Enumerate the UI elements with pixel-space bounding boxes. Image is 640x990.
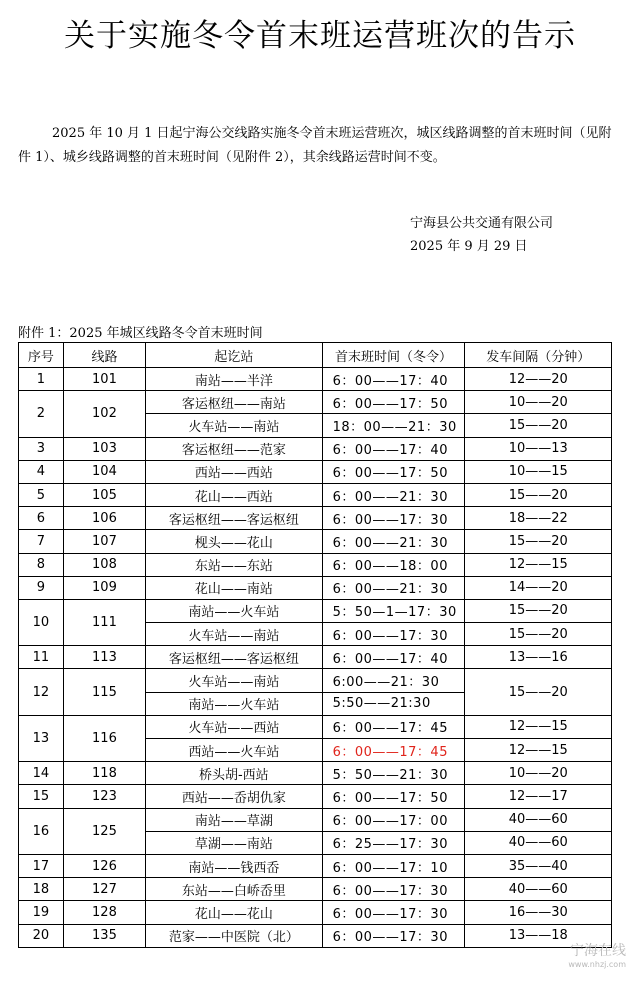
route-stations: 客运枢纽——范家 xyxy=(146,437,322,460)
route-stations: 南站——火车站 xyxy=(146,599,322,622)
route-stations: 火车站——南站 xyxy=(146,669,322,692)
route-number: 10 xyxy=(19,599,64,645)
issuer-name: 宁海县公共交通有限公司 xyxy=(410,216,554,231)
route-line: 103 xyxy=(63,437,145,460)
route-times: 6：25——17：30 xyxy=(322,831,465,854)
route-number: 2 xyxy=(19,391,64,437)
table-row xyxy=(19,576,612,599)
route-line: 115 xyxy=(63,669,145,715)
route-number: 9 xyxy=(19,576,64,599)
route-line: 135 xyxy=(63,924,145,947)
route-line: 116 xyxy=(63,715,145,761)
route-times: 6：00——17：30 xyxy=(322,878,465,901)
table-row xyxy=(19,553,612,576)
route-times: 6:00——21：30 xyxy=(322,669,465,692)
route-interval: 10——20 xyxy=(465,391,612,414)
table-row xyxy=(19,901,612,924)
route-times: 6：00——17：30 xyxy=(322,924,465,947)
route-line: 118 xyxy=(63,762,145,785)
route-number: 8 xyxy=(19,553,64,576)
route-number: 12 xyxy=(19,669,64,715)
route-stations: 火车站——西站 xyxy=(146,715,322,738)
route-times: 6：00——17：50 xyxy=(322,460,465,483)
route-number: 4 xyxy=(19,460,64,483)
table-row xyxy=(19,599,612,622)
table-row xyxy=(19,715,612,738)
route-number: 11 xyxy=(19,646,64,669)
route-number: 13 xyxy=(19,715,64,761)
route-times: 6：00——17：30 xyxy=(322,901,465,924)
table-row xyxy=(19,368,612,391)
notice-body: 2025 年 10 月 1 日起宁海公交线路实施冬令首末班运营班次，城区线路调整的首末班时间（见附件 1）、城乡线路调整的首末班时间（见附件 2），其余线路运营时间不变。 xyxy=(18,126,612,165)
table-row xyxy=(19,924,612,947)
route-times: 6：00——17：50 xyxy=(322,785,465,808)
route-times: 6：00——17：45 xyxy=(322,715,465,738)
route-line: 113 xyxy=(63,646,145,669)
route-line: 106 xyxy=(63,507,145,530)
route-number: 14 xyxy=(19,762,64,785)
table-row xyxy=(19,507,612,530)
route-interval: 10——20 xyxy=(465,762,612,785)
route-times: 6：00——17：00 xyxy=(322,808,465,831)
header-line: 线路 xyxy=(63,343,145,368)
route-times: 6：00——18：00 xyxy=(322,553,465,576)
route-line: 126 xyxy=(63,854,145,877)
route-stations: 客运枢纽——客运枢纽 xyxy=(146,646,322,669)
route-number: 7 xyxy=(19,530,64,553)
table-caption: 附件 1：2025 年城区线路冬令首末班时间 xyxy=(18,326,263,341)
route-stations: 花山——花山 xyxy=(146,901,322,924)
route-interval: 10——15 xyxy=(465,460,612,483)
route-number: 3 xyxy=(19,437,64,460)
table-row xyxy=(19,391,612,414)
route-stations: 客运枢纽——客运枢纽 xyxy=(146,507,322,530)
route-stations: 枧头——花山 xyxy=(146,530,322,553)
route-stations: 范家——中医院（北） xyxy=(146,924,322,947)
route-interval: 40——60 xyxy=(465,808,612,831)
route-number: 16 xyxy=(19,808,64,854)
route-times: 6：00——17：40 xyxy=(322,646,465,669)
route-line: 104 xyxy=(63,460,145,483)
route-stations: 花山——西站 xyxy=(146,483,322,506)
route-times: 6：00——17：30 xyxy=(322,623,465,646)
route-stations: 西站——岙胡仇家 xyxy=(146,785,322,808)
route-times: 18：00——21：30 xyxy=(322,414,465,437)
route-number: 15 xyxy=(19,785,64,808)
route-line: 101 xyxy=(63,368,145,391)
site-watermark xyxy=(568,944,626,972)
route-line: 111 xyxy=(63,599,145,645)
table-row xyxy=(19,646,612,669)
issue-date: 2025 年 9 月 29 日 xyxy=(410,239,528,254)
route-interval: 15——20 xyxy=(465,483,612,506)
route-stations: 草湖——南站 xyxy=(146,831,322,854)
route-times: 6：00——21：30 xyxy=(322,576,465,599)
route-interval: 13——18 xyxy=(465,924,612,947)
route-number: 5 xyxy=(19,483,64,506)
route-stations: 花山——南站 xyxy=(146,576,322,599)
route-stations: 南站——半洋 xyxy=(146,368,322,391)
route-interval: 15——20 xyxy=(465,599,612,622)
route-times: 6：00——17：45 xyxy=(322,739,465,762)
schedule-table xyxy=(18,342,612,948)
table-row xyxy=(19,460,612,483)
table-row xyxy=(19,808,612,831)
route-line: 127 xyxy=(63,878,145,901)
route-interval: 18——22 xyxy=(465,507,612,530)
route-interval: 12——15 xyxy=(465,715,612,738)
route-interval: 13——16 xyxy=(465,646,612,669)
table-row xyxy=(19,762,612,785)
route-number: 17 xyxy=(19,854,64,877)
table-row xyxy=(19,669,612,692)
table-row xyxy=(19,854,612,877)
table-row xyxy=(19,878,612,901)
route-line: 128 xyxy=(63,901,145,924)
route-interval: 12——15 xyxy=(465,739,612,762)
route-stations: 西站——西站 xyxy=(146,460,322,483)
route-stations: 桥头胡-西站 xyxy=(146,762,322,785)
route-times: 6：00——17：40 xyxy=(322,368,465,391)
table-row xyxy=(19,530,612,553)
route-times: 5:50——21:30 xyxy=(322,692,465,715)
route-line: 105 xyxy=(63,483,145,506)
route-interval: 15——20 xyxy=(465,623,612,646)
header-stations: 起讫站 xyxy=(146,343,322,368)
route-times: 6：00——17：30 xyxy=(322,507,465,530)
route-stations: 南站——草湖 xyxy=(146,808,322,831)
header-interval: 发车间隔（分钟） xyxy=(465,343,612,368)
route-line: 125 xyxy=(63,808,145,854)
route-stations: 南站——钱西岙 xyxy=(146,854,322,877)
table-row xyxy=(19,483,612,506)
route-number: 18 xyxy=(19,878,64,901)
route-interval: 14——20 xyxy=(465,576,612,599)
route-line: 108 xyxy=(63,553,145,576)
route-times: 6：00——21：30 xyxy=(322,483,465,506)
route-number: 20 xyxy=(19,924,64,947)
route-number: 6 xyxy=(19,507,64,530)
route-interval: 10——13 xyxy=(465,437,612,460)
table-row xyxy=(19,437,612,460)
route-stations: 东站——东站 xyxy=(146,553,322,576)
route-interval: 15——20 xyxy=(465,414,612,437)
route-times: 6：00——17：50 xyxy=(322,391,465,414)
route-times: 6：00——17：10 xyxy=(322,854,465,877)
watermark-text: 宁海在线 xyxy=(570,943,626,959)
notice-title: 关于实施冬令首末班运营班次的告示 xyxy=(64,18,576,54)
route-times: 6：00——17：40 xyxy=(322,437,465,460)
route-interval: 40——60 xyxy=(465,878,612,901)
route-line: 102 xyxy=(63,391,145,437)
route-times: 5：50——21：30 xyxy=(322,762,465,785)
route-interval: 16——30 xyxy=(465,901,612,924)
route-interval: 12——20 xyxy=(465,368,612,391)
route-stations: 西站——火车站 xyxy=(146,739,322,762)
route-stations: 客运枢纽——南站 xyxy=(146,391,322,414)
route-interval: 40——60 xyxy=(465,831,612,854)
route-times: 5：50—1—17：30 xyxy=(322,599,465,622)
header-times: 首末班时间（冬令） xyxy=(322,343,465,368)
route-line: 109 xyxy=(63,576,145,599)
route-times: 6：00——21：30 xyxy=(322,530,465,553)
table-row xyxy=(19,785,612,808)
route-interval: 15——20 xyxy=(465,669,612,715)
route-stations: 火车站——南站 xyxy=(146,414,322,437)
route-stations: 东站——白峤岙里 xyxy=(146,878,322,901)
route-interval: 15——20 xyxy=(465,530,612,553)
route-line: 107 xyxy=(63,530,145,553)
route-stations: 火车站——南站 xyxy=(146,623,322,646)
route-number: 19 xyxy=(19,901,64,924)
route-stations: 南站——火车站 xyxy=(146,692,322,715)
route-interval: 12——15 xyxy=(465,553,612,576)
route-number: 1 xyxy=(19,368,64,391)
route-line: 123 xyxy=(63,785,145,808)
watermark-url: www.nhzj.com xyxy=(568,960,626,969)
header-number: 序号 xyxy=(19,343,64,368)
route-interval: 35——40 xyxy=(465,854,612,877)
route-interval: 12——17 xyxy=(465,785,612,808)
table-header-row xyxy=(19,343,612,368)
